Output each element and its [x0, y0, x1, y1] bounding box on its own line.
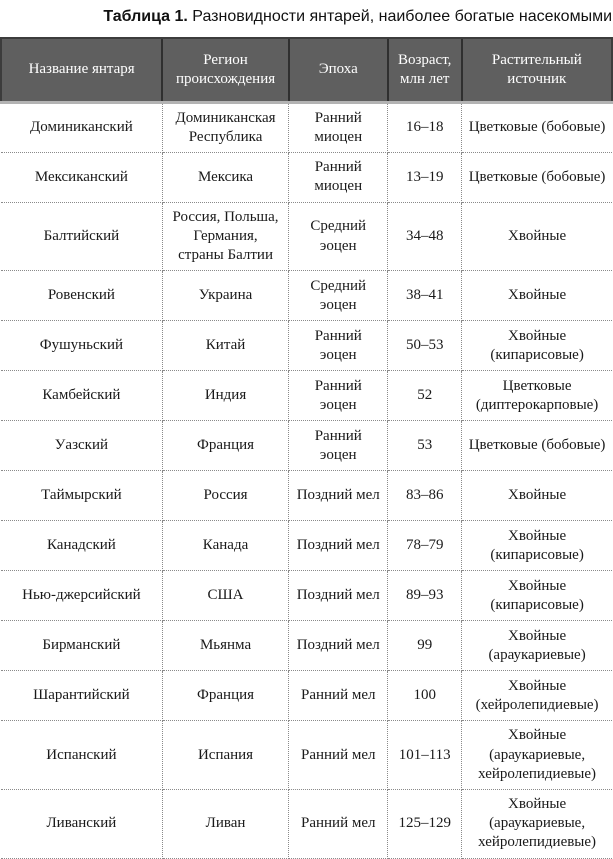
- table-cell: Ранний мел: [289, 721, 388, 790]
- table-cell: 99: [388, 621, 462, 671]
- table-cell: Канада: [162, 521, 288, 571]
- table-cell: 53: [388, 421, 462, 471]
- table-cell: Хвойные (араукариевые): [462, 621, 612, 671]
- table-cell: Цветковые (бобовые): [462, 102, 612, 152]
- table-cell: Средний эоцен: [289, 271, 388, 321]
- table-cell: Камбейский: [1, 371, 162, 421]
- table-cell: Ливанский: [1, 790, 162, 859]
- table-cell: Франция: [162, 671, 288, 721]
- table-caption-text: Разновидности янтарей, наиболее богатые насекомыми: [187, 8, 612, 25]
- table-cell: 13–19: [388, 152, 462, 202]
- table-cell: Поздний мел: [289, 621, 388, 671]
- table-cell: Китай: [162, 321, 288, 371]
- table-cell: Фушуньский: [1, 321, 162, 371]
- table-cell: Уазский: [1, 421, 162, 471]
- table-cell: Испанский: [1, 721, 162, 790]
- table-cell: Цветковые (бобовые): [462, 152, 612, 202]
- table-cell: Ранний миоцен: [289, 102, 388, 152]
- column-header-plant-source: Растительный источник: [462, 38, 612, 102]
- table-cell: Россия: [162, 471, 288, 521]
- table-caption: [0, 7, 613, 27]
- table-cell: Поздний мел: [289, 571, 388, 621]
- table-row: [1, 790, 612, 859]
- table-cell: Хвойные (кипарисовые): [462, 521, 612, 571]
- amber-varieties-table: [0, 37, 613, 859]
- table-row: [1, 421, 612, 471]
- table-cell: Мексика: [162, 152, 288, 202]
- table-cell: Хвойные (араукариевые, хейролепидиевые): [462, 790, 612, 859]
- table-header: [1, 38, 612, 102]
- table-row: [1, 471, 612, 521]
- table-cell: Хвойные (кипарисовые): [462, 571, 612, 621]
- table-row: [1, 521, 612, 571]
- table-header-row: [1, 38, 612, 102]
- table-cell: Индия: [162, 371, 288, 421]
- table-row: [1, 621, 612, 671]
- table-cell: Бирманский: [1, 621, 162, 671]
- table-cell: Ранний эоцен: [289, 421, 388, 471]
- table-cell: Франция: [162, 421, 288, 471]
- table-cell: Доминиканский: [1, 102, 162, 152]
- table-cell: Канадский: [1, 521, 162, 571]
- table-row: [1, 102, 612, 152]
- table-cell: США: [162, 571, 288, 621]
- table-cell: Хвойные (араукариевые, хейролепидиевые): [462, 721, 612, 790]
- table-cell: Доминиканская Республика: [162, 102, 288, 152]
- table-cell: Испания: [162, 721, 288, 790]
- table-row: [1, 371, 612, 421]
- table-cell: 16–18: [388, 102, 462, 152]
- table-cell: 52: [388, 371, 462, 421]
- table-cell: 101–113: [388, 721, 462, 790]
- table-row: [1, 271, 612, 321]
- table-cell: Хвойные: [462, 471, 612, 521]
- column-header-age: Возраст, млн лет: [388, 38, 462, 102]
- table-cell: 38–41: [388, 271, 462, 321]
- table-cell: Цветковые (бобовые): [462, 421, 612, 471]
- table-row: [1, 152, 612, 202]
- table-cell: 89–93: [388, 571, 462, 621]
- table-cell: 100: [388, 671, 462, 721]
- table-cell: Ранний мел: [289, 790, 388, 859]
- table-row: [1, 571, 612, 621]
- table-cell: 78–79: [388, 521, 462, 571]
- table-cell: 125–129: [388, 790, 462, 859]
- table-cell: Ранний миоцен: [289, 152, 388, 202]
- table-row: [1, 202, 612, 271]
- table-cell: Ранний эоцен: [289, 371, 388, 421]
- table-cell: Украина: [162, 271, 288, 321]
- column-header-amber-name: Название янтаря: [1, 38, 162, 102]
- table-cell: Ранний эоцен: [289, 321, 388, 371]
- table-cell: Балтийский: [1, 202, 162, 271]
- table-cell: Ровенский: [1, 271, 162, 321]
- table-cell: Мексиканский: [1, 152, 162, 202]
- table-cell: 83–86: [388, 471, 462, 521]
- table-row: [1, 721, 612, 790]
- table-cell: Хвойные (кипарисовые): [462, 321, 612, 371]
- table-cell: Цветковые (диптерокарповые): [462, 371, 612, 421]
- table-cell: Шарантийский: [1, 671, 162, 721]
- table-cell: Поздний мел: [289, 471, 388, 521]
- table-cell: Таймырский: [1, 471, 162, 521]
- table-row: [1, 671, 612, 721]
- table-cell: Мьянма: [162, 621, 288, 671]
- table-cell: 34–48: [388, 202, 462, 271]
- table-cell: Ранний мел: [289, 671, 388, 721]
- table-cell: Ливан: [162, 790, 288, 859]
- table-cell: Россия, Польша, Германия, страны Балтии: [162, 202, 288, 271]
- table-row: [1, 321, 612, 371]
- table-cell: Средний эоцен: [289, 202, 388, 271]
- table-caption-number: Таблица 1.: [103, 8, 188, 25]
- table-body: [1, 102, 612, 858]
- table-cell: Поздний мел: [289, 521, 388, 571]
- column-header-origin-region: Регион происхождения: [162, 38, 288, 102]
- table-cell: Хвойные: [462, 202, 612, 271]
- table-cell: Хвойные: [462, 271, 612, 321]
- column-header-epoch: Эпоха: [289, 38, 388, 102]
- table-cell: Хвойные (хейролепидиевые): [462, 671, 612, 721]
- table-cell: 50–53: [388, 321, 462, 371]
- table-cell: Нью-джерсийский: [1, 571, 162, 621]
